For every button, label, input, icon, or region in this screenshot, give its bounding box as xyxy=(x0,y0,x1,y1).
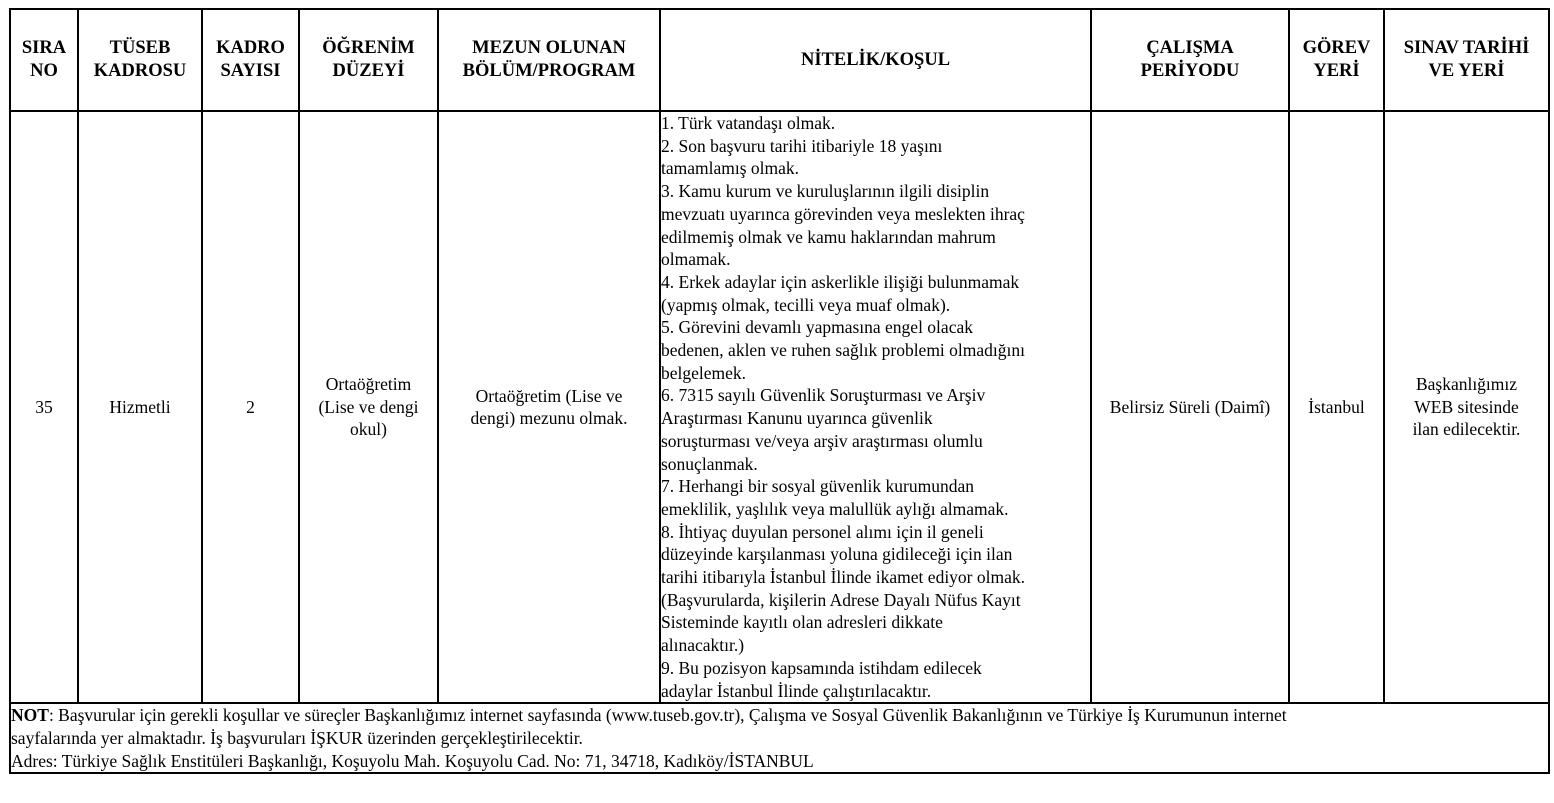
cell-line: WEB sitesinde xyxy=(1414,396,1519,417)
requirement-line: 2. Son başvuru tarihi itibariyle 18 yaşını xyxy=(661,135,943,156)
requirement-line: düzeyinde karşılanması yoluna gidileceği için ilan xyxy=(661,544,1013,565)
requirement-line: olmamak. xyxy=(661,249,731,270)
cell-gorev-yeri: İstanbul xyxy=(1289,111,1384,703)
header-mezun-bolum xyxy=(438,9,660,111)
header-text: VE YERİ xyxy=(1428,61,1505,81)
cell-sinav-tarihi xyxy=(1384,111,1549,703)
requirement-line: (Başvurularda, kişilerin Adrese Dayalı Nüfus Kayıt xyxy=(661,589,1021,610)
header-sinav-tarihi xyxy=(1384,9,1549,111)
requirement-line: soruşturması ve/veya arşiv araştırması olumlu xyxy=(661,430,983,451)
header-text: BÖLÜM/PROGRAM xyxy=(462,61,636,81)
note-line-2: sayfalarında yer almaktadır. İş başvuruları İŞKUR üzerinden gerçekleştirilecektir. xyxy=(11,727,583,748)
cell-calisma-periyodu: Belirsiz Süreli (Daimî) xyxy=(1091,111,1289,703)
header-nitelik-kosul xyxy=(660,9,1091,111)
cell-kadro: Hizmetli xyxy=(78,111,202,703)
header-text: KADRO xyxy=(216,38,285,58)
header-tuseb-kadrosu xyxy=(78,9,202,111)
header-text: ÖĞRENİM xyxy=(322,38,415,58)
requirement-line: emeklilik, yaşlılık veya malullük aylığı almamak. xyxy=(661,498,1009,519)
requirement-line: tamamlamış olmak. xyxy=(661,158,800,179)
table-row xyxy=(10,111,1549,703)
requirement-line: tarihi itibarıyla İstanbul İlinde ikamet ediyor olmak. xyxy=(661,567,1025,588)
cell-mezun-bolum xyxy=(438,111,660,703)
note-line-1 xyxy=(11,704,1548,727)
header-text: SAYISI xyxy=(220,61,281,81)
footer-row xyxy=(10,703,1549,773)
requirement-line: bedenen, aklen ve ruhen sağlık problemi olmadığını xyxy=(661,340,1025,361)
header-text: DÜZEYİ xyxy=(332,61,405,81)
header-text: SINAV TARİHİ xyxy=(1403,38,1530,58)
header-text: ÇALIŞMA xyxy=(1146,38,1234,58)
header-text: PERİYODU xyxy=(1140,61,1240,81)
cell-line: (Lise ve dengi xyxy=(318,396,419,417)
cell-line: Ortaöğretim xyxy=(325,374,412,395)
header-gorev-yeri xyxy=(1289,9,1384,111)
cell-line: ilan edilecektir. xyxy=(1412,419,1521,440)
requirement-line: sonuçlanmak. xyxy=(661,453,758,474)
requirement-line: Sisteminde kayıtlı olan adresleri dikkate xyxy=(661,612,943,633)
cell-line: Ortaöğretim (Lise ve xyxy=(475,385,623,406)
header-text: KADROSU xyxy=(93,61,187,81)
cell-nitelik-kosul xyxy=(660,111,1091,703)
header-text: YERİ xyxy=(1313,61,1360,81)
header-text: NO xyxy=(30,61,58,81)
requirement-line: 6. 7315 sayılı Güvenlik Soruşturması ve Arşiv xyxy=(661,385,986,406)
cell-kadro-sayisi: 2 xyxy=(202,111,299,703)
cell-line: okul) xyxy=(350,419,387,440)
requirement-line: alınacaktır.) xyxy=(661,635,745,656)
address-line: Adres: Türkiye Sağlık Enstitüleri Başkanlığı, Koşuyolu Mah. Koşuyolu Cad. No: 71, 34718, Kadıköy/İSTANBUL xyxy=(11,750,814,771)
requirement-line: 9. Bu pozisyon kapsamında istihdam edilecek xyxy=(661,657,982,678)
requirement-line: 8. İhtiyaç duyulan personel alımı için il geneli xyxy=(661,521,984,542)
requirement-line: 5. Görevini devamlı yapmasına engel olacak xyxy=(661,317,973,338)
header-kadro-sayisi xyxy=(202,9,299,111)
requirement-line: 1. Türk vatandaşı olmak. xyxy=(661,113,836,133)
job-posting-table xyxy=(9,8,1550,774)
header-sira-no xyxy=(10,9,78,111)
header-text: TÜSEB xyxy=(109,38,171,58)
requirement-line: belgelemek. xyxy=(661,362,747,383)
cell-ogrenim-duzeyi xyxy=(299,111,438,703)
header-ogrenim-duzeyi xyxy=(299,9,438,111)
requirement-line: Araştırması Kanunu uyarınca güvenlik xyxy=(661,408,933,429)
header-text: NİTELİK/KOŞUL xyxy=(800,49,951,70)
cell-line: Başkanlığımız xyxy=(1415,374,1518,395)
footer-note xyxy=(10,703,1549,773)
requirement-line: edilmemiş olmak ve kamu haklarından mahrum xyxy=(661,226,996,247)
note-text: : Başvurular için gerekli koşullar ve süreçler Başkanlığımız internet sayfasında (www.tuseb.gov.tr), Çalışma ve Sosyal Güvenlik Bakanlığının ve Türkiye İş Kurumunun internet xyxy=(48,705,1287,726)
cell-sira-no: 35 xyxy=(10,111,78,703)
requirement-line: 4. Erkek adaylar için askerlikle ilişiği bulunmamak xyxy=(661,271,1020,292)
requirement-line: (yapmış olmak, tecilli veya muaf olmak). xyxy=(661,294,951,315)
cell-line: dengi) mezunu olmak. xyxy=(470,408,628,429)
header-text: GÖREV xyxy=(1302,38,1371,58)
requirement-line: mevzuatı uyarınca görevinden veya meslekten ihraç xyxy=(661,203,1025,224)
header-row xyxy=(10,9,1549,111)
header-text: SIRA xyxy=(21,38,67,58)
header-calisma-periyodu xyxy=(1091,9,1289,111)
header-text: MEZUN OLUNAN xyxy=(472,38,626,58)
requirement-line: adaylar İstanbul İlinde çalıştırılacaktır. xyxy=(661,680,932,701)
note-label: NOT xyxy=(11,705,49,726)
requirement-line: 7. Herhangi bir sosyal güvenlik kurumundan xyxy=(661,476,975,497)
requirement-line: 3. Kamu kurum ve kuruluşlarının ilgili disiplin xyxy=(661,181,990,202)
